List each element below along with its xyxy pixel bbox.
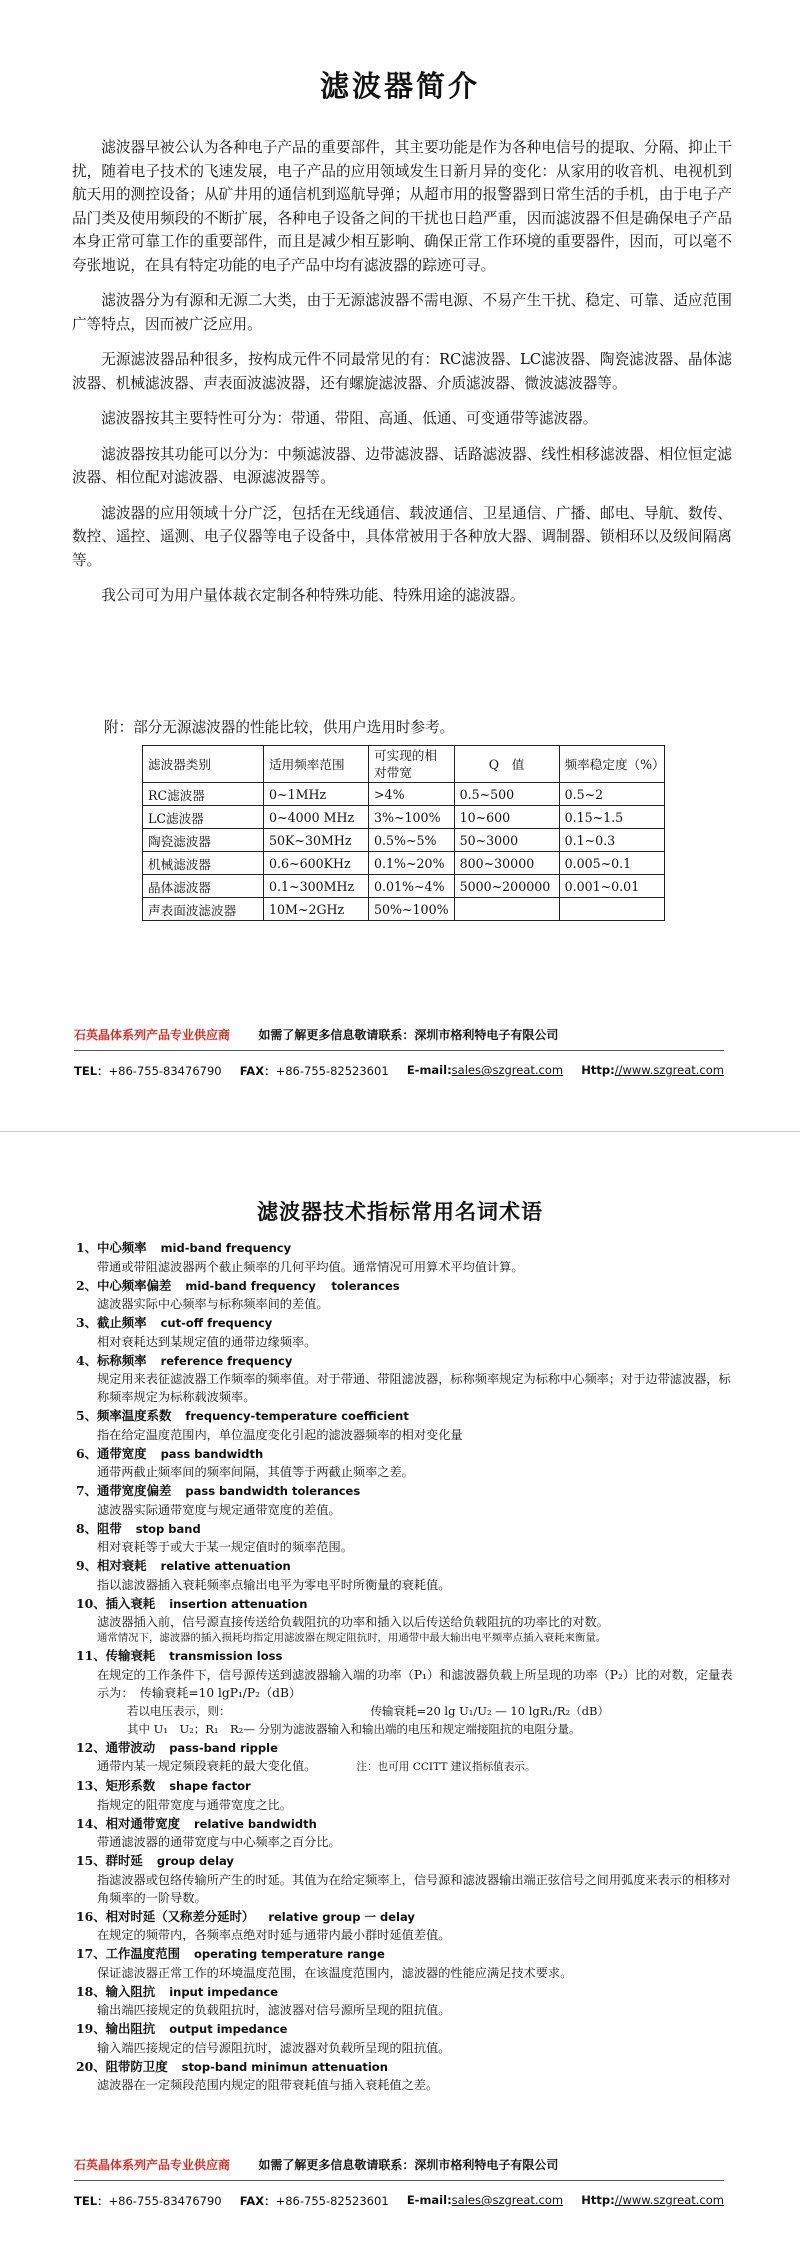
term-item (76, 1815, 736, 1852)
footer-website: Http://www.szgreat.com (581, 2193, 724, 2207)
term-name-cn: 通带宽度 (97, 1445, 147, 1461)
table-cell: 0.15~1.5 (559, 806, 664, 829)
term-name-en: relative group 一 delay (268, 1909, 415, 1924)
term-name-en: mid-band frequency tolerances (185, 1278, 400, 1293)
term-heading (76, 1777, 736, 1796)
table-cell: RC滤波器 (143, 783, 264, 806)
table-cell: 0.01%~4% (369, 875, 455, 898)
page-title: 滤波器技术指标常用名词术语 (257, 1200, 543, 1224)
column-header: 可实现的相对带宽 (369, 746, 455, 783)
term-item (76, 2058, 736, 2095)
page-2 (0, 1131, 800, 2262)
term-number: 13、 (76, 1778, 106, 1793)
term-definition: 在规定的工作条件下，信号源传送到滤波器输入端的功率（P₁）和滤波器负载上所呈现的功率（P₂）比的对数，定量表示为： 传输衰耗=10 lgP₁/P₂（dB） (97, 1667, 733, 1700)
table-cell: 50~3000 (454, 829, 559, 852)
term-item (76, 1852, 736, 1907)
terms-list (76, 1239, 736, 2095)
term-name-cn: 频率温度系数 (97, 1408, 172, 1423)
page-footer (74, 2156, 724, 2209)
term-name-cn: 通带波动 (105, 1739, 156, 1755)
term-name-cn: 标称频率 (97, 1352, 147, 1368)
term-note: 通常情况下，滤波器的插入损耗均指定用滤波器在规定阻抗时，用通带中最大输出电平频率点插入衰耗来衡量。 (97, 1632, 607, 1644)
term-item (76, 1239, 736, 1276)
table-cell: 0.5%~5% (369, 829, 455, 852)
footer-tel: TEL：+86-755-83476790 (74, 1064, 222, 1078)
term-heading (76, 1647, 736, 1666)
term-name-en: pass bandwidth (160, 1446, 264, 1461)
website-link[interactable]: //www.szgreat.com (614, 2193, 724, 2207)
table-cell: 0.5~2 (559, 783, 664, 806)
table-cell: >4% (369, 783, 455, 806)
table-cell: 0.1~0.3 (559, 829, 664, 852)
term-name-cn: 截止频率 (97, 1315, 147, 1330)
table-cell: LC滤波器 (143, 806, 264, 829)
footer-fax: FAX：+86-755-82523601 (239, 2194, 389, 2208)
term-number: 8、 (76, 1520, 98, 1536)
term-number: 20、 (76, 2058, 106, 2074)
formula-line: 若以电压表示，则： 传输衰耗=20 lg U₁/U₂ — 10 lgR₁/R₂（dB） (127, 1703, 609, 1718)
email-link[interactable]: sales@szgreat.com (451, 2193, 564, 2207)
term-number: 19、 (76, 2021, 106, 2036)
term-heading (76, 1445, 736, 1464)
term-definition: 输出端匹接规定的负载阻抗时，滤波器对信号源所呈现的阻抗值。 (97, 2003, 451, 2017)
paragraph: 无源滤波器品种很多，按构成元件不同最常见的有：RC滤波器、LC滤波器、陶瓷滤波器、晶体滤波器、机械滤波器、声表面波滤波器，还有螺旋滤波器、介质滤波器、微波滤波器等。 (72, 351, 732, 392)
column-header: 适用频率范围 (264, 746, 369, 783)
term-name-en: operating temperature range (193, 1947, 385, 1961)
term-number: 5、 (76, 1408, 98, 1423)
term-definition: 指在给定温度范围内，单位温度变化引起的滤波器频率的相对变化量 (97, 1427, 463, 1442)
term-item (76, 1277, 736, 1314)
term-name-en: cut-off frequency (160, 1316, 273, 1330)
footer-divider (74, 2180, 724, 2193)
term-definition: 滤波器插入前，信号源直接传送给负载阻抗的功率和插入以后传送给负载阻抗的功率比的对数。 (97, 1615, 609, 1629)
footer-tel: TEL：+86-755-83476790 (74, 2194, 222, 2208)
footer-slogan: 石英晶体系列产品专业供应商 (74, 2158, 231, 2172)
table-cell: 陶瓷滤波器 (143, 829, 264, 852)
term-heading (76, 1945, 736, 1964)
footer-slogan: 石英晶体系列产品专业供应商 (74, 1028, 231, 1042)
term-number: 15、 (76, 1853, 106, 1868)
term-name-en: stop band (135, 1521, 201, 1536)
term-name-en: insertion attenuation (169, 1596, 308, 1611)
term-heading (76, 1557, 736, 1576)
paragraph: 滤波器按其功能可以分为：中频滤波器、边带滤波器、话路滤波器、线性相移滤波器、相位恒定滤波器、相位配对滤波器、电源滤波器等。 (72, 445, 732, 486)
column-header: Q 值 (454, 746, 559, 783)
term-number: 11、 (76, 1648, 106, 1663)
term-definition: 在规定的频带内，各频率点绝对时延与通带内最小群时延值差值。 (97, 1928, 451, 1942)
term-definition: 指以滤波器插入衰耗频率点输出电平为零电平时所衡量的衰耗值。 (97, 1577, 451, 1592)
term-heading (76, 1852, 736, 1871)
term-definition: 滤波器在一定频段范围内规定的阻带衰耗值与插入衰耗值之差。 (97, 2078, 439, 2092)
term-name-en: transmission loss (169, 1649, 283, 1663)
table-row (143, 829, 665, 852)
table-row (143, 898, 665, 921)
table-cell: 10M~2GHz (264, 898, 369, 921)
term-number: 18、 (76, 1983, 106, 1999)
term-item (76, 1352, 736, 1407)
page-title: 滤波器简介 (319, 69, 480, 103)
term-heading (76, 1352, 736, 1371)
term-heading (76, 1407, 736, 1426)
term-name-cn: 输出阻抗 (105, 2021, 156, 2036)
table-cell: 机械滤波器 (143, 852, 264, 875)
footer-fax: FAX：+86-755-82523601 (239, 1064, 389, 1078)
term-name-cn: 插入衰耗 (105, 1595, 156, 1611)
column-header: 滤波器类别 (143, 746, 264, 783)
footer-contact: 如需了解更多信息敬请联系：深圳市格利特电子有限公司 (258, 1028, 559, 1042)
table-cell: 0~4000 MHz (264, 806, 369, 829)
term-name-cn: 输入阻抗 (105, 1983, 156, 1999)
term-item (76, 1983, 736, 2020)
term-name-en: relative attenuation (160, 1559, 291, 1573)
term-number: 4、 (76, 1352, 98, 1368)
term-definition: 滤波器实际中心频率与标称频率间的差值。 (97, 1297, 329, 1311)
term-heading (76, 1239, 736, 1258)
term-definition: 相对衰耗达到某规定值的通带边缘频率。 (97, 1334, 317, 1349)
term-name-cn: 阻带防卫度 (105, 2058, 168, 2074)
table-cell: 50K~30MHz (264, 829, 369, 852)
website-link[interactable]: //www.szgreat.com (614, 1063, 724, 1077)
term-heading (76, 1815, 736, 1834)
term-item (76, 1595, 736, 1647)
term-number: 10、 (76, 1595, 106, 1611)
table-row (143, 852, 665, 875)
term-name-cn: 通带宽度偏差 (97, 1483, 172, 1498)
term-heading (76, 1520, 736, 1539)
table-cell: 0.001~0.01 (559, 875, 664, 898)
table-cell: 3%~100% (369, 806, 455, 829)
term-number: 6、 (76, 1445, 98, 1461)
term-item (76, 1557, 736, 1594)
term-number: 7、 (76, 1483, 98, 1498)
column-header: 频率稳定度（%） (559, 746, 664, 783)
table-cell: 10~600 (454, 806, 559, 829)
term-number: 14、 (76, 1815, 106, 1831)
footer-website: Http://www.szgreat.com (581, 1063, 724, 1077)
email-link[interactable]: sales@szgreat.com (451, 1063, 564, 1077)
term-number: 9、 (76, 1558, 98, 1573)
term-definition: 带通滤波器的通带宽度与中心频率之百分比。 (97, 1835, 341, 1849)
term-item (76, 1407, 736, 1444)
footer-email: E-mail:sales@szgreat.com (406, 1063, 564, 1077)
table-note: 附：部分无源滤波器的性能比较，供用户选用时参考。 (104, 719, 455, 736)
term-heading (76, 1908, 736, 1927)
term-number: 1、 (76, 1240, 98, 1255)
term-heading (76, 2058, 736, 2077)
term-remark: 注：也可用 CCITT 建议指标值表示。 (356, 1761, 536, 1773)
term-name-cn: 工作温度范围 (105, 1946, 180, 1961)
table-cell: 0.1~300MHz (264, 875, 369, 898)
footer-contact: 如需了解更多信息敬请联系：深圳市格利特电子有限公司 (258, 2158, 559, 2172)
term-name-en: pass-band ripple (169, 1740, 278, 1755)
paragraph: 我公司可为用户量体裁衣定制各种特殊功能、特殊用途的滤波器。 (101, 587, 525, 604)
term-definition: 规定用来表征滤波器工作频率的频率值。对于带通、带阻滤波器，标称频率规定为标称中心频率；对于边带滤波器，标称频率规定为标称载波频率。 (97, 1372, 731, 1404)
term-name-cn: 阻带 (97, 1520, 122, 1536)
term-name-en: shape factor (169, 1779, 251, 1793)
term-name-cn: 相对时延（又称差分延时） (105, 1908, 255, 1924)
paragraph: 滤波器按其主要特性可分为：带通、带阻、高通、低通、可变通带等滤波器。 (101, 410, 598, 427)
term-name-en: mid-band frequency (160, 1241, 292, 1255)
term-definition: 保证滤波器正常工作的环境温度范围，在该温度范围内，滤波器的性能应满足技术要求。 (97, 1965, 573, 1980)
table-cell (454, 898, 559, 921)
term-number: 2、 (76, 1277, 98, 1293)
term-item (76, 1482, 736, 1519)
table-cell: 0.6~600KHz (264, 852, 369, 875)
term-definition: 指规定的阻带宽度与通带宽度之比。 (97, 1797, 292, 1812)
term-name-cn: 矩形系数 (105, 1778, 156, 1793)
table-row (143, 806, 665, 829)
table-row (143, 783, 665, 806)
term-definition: 滤波器实际通带宽度与规定通带宽度的差值。 (97, 1502, 341, 1517)
term-item (76, 1647, 736, 1738)
table-cell: 5000~200000 (454, 875, 559, 898)
page-footer (74, 1026, 724, 1079)
filter-comparison-table (142, 745, 665, 921)
term-number: 16、 (76, 1908, 106, 1924)
term-name-en: stop-band minimun attenuation (181, 2059, 388, 2074)
term-name-en: input impedance (169, 1984, 279, 1999)
table-cell: 晶体滤波器 (143, 875, 264, 898)
table-cell: 0~1MHz (264, 783, 369, 806)
paragraph: 滤波器的应用领域十分广泛，包括在无线通信、载波通信、卫星通信、广播、邮电、导航、数传、数控、遥控、遥测、电子仪器等电子设备中，具体常被用于各种放大器、调制器、锁相环以及级间隔离等。 (72, 504, 732, 569)
table-cell (559, 898, 664, 921)
table-cell: 0.005~0.1 (559, 852, 664, 875)
term-definition: 通带两截止频率间的频率间隔，其值等于两截止频率之差。 (97, 1465, 414, 1479)
term-name-cn: 群时延 (105, 1853, 143, 1868)
term-name-en: relative bandwidth (193, 1816, 317, 1831)
term-number: 17、 (76, 1946, 106, 1961)
term-heading (76, 1739, 736, 1758)
table-cell: 0.5~500 (454, 783, 559, 806)
table-cell: 声表面波滤波器 (143, 898, 264, 921)
term-name-en: group delay (156, 1854, 234, 1868)
term-name-cn: 相对衰耗 (97, 1558, 147, 1573)
table-row (143, 875, 665, 898)
term-definition: 带通或带阻滤波器两个截止频率的几何平均值。通常情况可用算术平均值计算。 (97, 1259, 524, 1274)
term-item (76, 2020, 736, 2057)
paragraph: 滤波器早被公认为各种电子产品的重要部件，其主要功能是作为各种电信号的提取、分隔、抑止干扰，随着电子技术的飞速发展，电子产品的应用领域发生日新月异的变化：从家用的收音机、电视机到航天用的测控设备；从矿井用的通信机到巡航导弹；从超市用的报警器到日常生活的手机，由于电子产品门类及使用频段的不断扩展，各种电子设备之间的干扰也日趋严重，因而滤波器不但是确保电子产品本身正常可靠工作的重要部件，而且是减少相互影响、确保正常工作环境的重要器件，因而，可以毫不夸张地说，在具有特定功能的电子产品中均有滤波器的踪迹可寻。 (72, 139, 732, 274)
term-name-cn: 中心频率偏差 (97, 1277, 172, 1293)
term-name-en: frequency-temperature coefficient (185, 1409, 409, 1423)
term-item (76, 1945, 736, 1982)
term-item (76, 1314, 736, 1351)
table-header-row (143, 746, 665, 783)
term-number: 3、 (76, 1315, 98, 1330)
term-name-en: pass bandwidth tolerances (185, 1484, 361, 1498)
term-item (76, 1739, 736, 1777)
footer-divider (74, 1050, 724, 1063)
term-heading (76, 1314, 736, 1333)
table-cell: 0.1%~20% (369, 852, 455, 875)
term-heading (76, 1983, 736, 2002)
term-item (76, 1445, 736, 1482)
term-definition: 通带内某一规定频段衰耗的最大变化值。 注：也可用 CCITT 建议指标值表示。 (97, 1759, 536, 1773)
footer-email: E-mail:sales@szgreat.com (406, 2193, 564, 2207)
term-heading (76, 1482, 736, 1501)
formula-legend: 其中 U₁ U₂；R₁ R₂— 分别为滤波器输入和输出端的电压和规定端接阻抗的电阻分量。 (127, 1721, 581, 1736)
term-heading (76, 1595, 736, 1614)
table-cell: 800~30000 (454, 852, 559, 875)
term-heading (76, 2020, 736, 2039)
term-number: 12、 (76, 1739, 106, 1755)
term-name-en: output impedance (169, 2022, 288, 2036)
term-item (76, 1777, 736, 1814)
term-name-cn: 相对通带宽度 (105, 1815, 180, 1831)
intro-body (72, 136, 732, 620)
paragraph: 滤波器分为有源和无源二大类，由于无源滤波器不需电源、不易产生干扰、稳定、可靠、适应范围广等特点，因而被广泛应用。 (72, 292, 732, 333)
term-definition: 相对衰耗等于或大于某一规定值时的频率范围。 (97, 1540, 353, 1554)
term-heading (76, 1277, 736, 1296)
term-name-cn: 传输衰耗 (105, 1648, 156, 1663)
term-item (76, 1908, 736, 1945)
table-cell: 50%~100% (369, 898, 455, 921)
term-definition: 指滤波器或包络传输所产生的时延。其值为在给定频率上，信号源和滤波器输出端正弦信号之间用弧度来表示的相移对角频率的一阶导数。 (97, 1872, 731, 1905)
term-item (76, 1520, 736, 1557)
term-definition: 输入端匹接规定的信号源阻抗时，滤波器对负载所呈现的阻抗值。 (97, 2040, 451, 2055)
term-name-cn: 中心频率 (97, 1240, 147, 1255)
term-name-en: reference frequency (160, 1353, 293, 1368)
